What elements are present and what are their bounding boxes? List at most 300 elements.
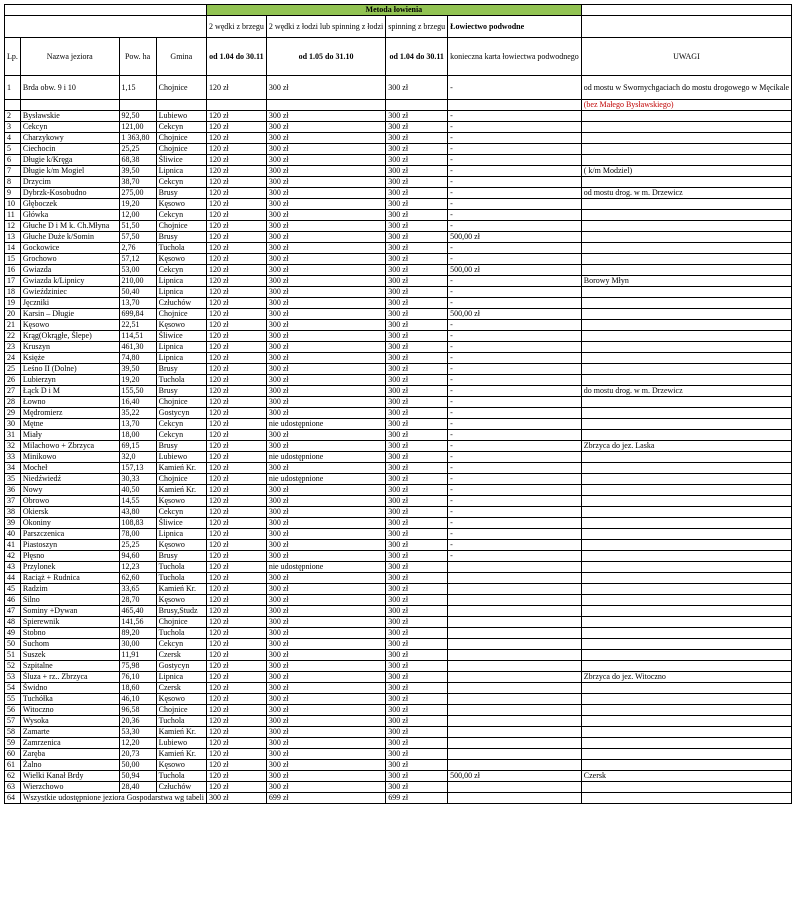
table-row [5, 386, 792, 397]
row-gmina: Kamień Kr. [156, 749, 206, 760]
row-area: 38,70 [119, 177, 156, 188]
row-price-lodz: 300 zł [266, 430, 385, 441]
row-price-spinning: 300 zł [386, 771, 448, 782]
row-price-spinning: 300 zł [386, 738, 448, 749]
row-price-brzeg: 120 zł [206, 111, 266, 122]
row-price-brzeg: 120 zł [206, 529, 266, 540]
row-price-podwodne: - [448, 177, 582, 188]
row-uwagi [581, 760, 791, 771]
row-gmina: Lipnica [156, 353, 206, 364]
row-uwagi [581, 562, 791, 573]
table-row [5, 221, 792, 232]
row-price-spinning: 300 zł [386, 584, 448, 595]
row-area: 25,25 [119, 540, 156, 551]
row-lake-name: Tuchółka [20, 694, 119, 705]
row-price-spinning: 300 zł [386, 474, 448, 485]
row-price-spinning: 300 zł [386, 353, 448, 364]
table-row [5, 199, 792, 210]
row-lp: 42 [5, 551, 21, 562]
row-price-podwodne [448, 100, 582, 111]
table-row [5, 232, 792, 243]
row-price-brzeg: 120 zł [206, 463, 266, 474]
row-gmina: Lipnica [156, 672, 206, 683]
row-area: 62,60 [119, 573, 156, 584]
row-lp: 22 [5, 331, 21, 342]
table-row [5, 265, 792, 276]
row-area: 39,50 [119, 364, 156, 375]
table-row [5, 474, 792, 485]
row-price-brzeg: 120 zł [206, 265, 266, 276]
row-area: 461,30 [119, 342, 156, 353]
row-gmina: Chojnice [156, 705, 206, 716]
row-price-podwodne [448, 760, 582, 771]
row-price-spinning: 300 zł [386, 254, 448, 265]
table-row [5, 540, 792, 551]
row-price-brzeg: 120 zł [206, 166, 266, 177]
row-lake-name: Drzycim [20, 177, 119, 188]
row-price-brzeg: 120 zł [206, 133, 266, 144]
row-lake-name: Stobno [20, 628, 119, 639]
table-row [5, 397, 792, 408]
row-lp: 25 [5, 364, 21, 375]
row-area: 39,50 [119, 166, 156, 177]
row-lake-name: Głęboczek [20, 199, 119, 210]
row-gmina: Brusy [156, 551, 206, 562]
row-gmina: Kęsowo [156, 694, 206, 705]
row-uwagi [581, 364, 791, 375]
row-uwagi: Zbrzyca do jez. Witoczno [581, 672, 791, 683]
table-row [5, 551, 792, 562]
row-area: 1,15 [119, 76, 156, 100]
row-gmina: Lubiewo [156, 738, 206, 749]
row-price-podwodne: - [448, 155, 582, 166]
row-price-podwodne: - [448, 287, 582, 298]
row-price-brzeg: 120 zł [206, 199, 266, 210]
row-price-lodz: 300 zł [266, 782, 385, 793]
table-row [5, 760, 792, 771]
row-price-podwodne [448, 661, 582, 672]
row-price-lodz: 300 zł [266, 441, 385, 452]
row-area: 465,40 [119, 606, 156, 617]
row-price-spinning: 300 zł [386, 177, 448, 188]
row-area: 25,25 [119, 144, 156, 155]
table-row [5, 254, 792, 265]
row-price-podwodne [448, 716, 582, 727]
row-lake-name: Zaręba [20, 749, 119, 760]
row-price-spinning: 300 zł [386, 595, 448, 606]
table-row [5, 441, 792, 452]
row-lake-name: Cekcyn [20, 122, 119, 133]
row-lp: 21 [5, 320, 21, 331]
table-row [5, 320, 792, 331]
row-lp: 52 [5, 661, 21, 672]
row-lake-name: Szpitalne [20, 661, 119, 672]
table-row [5, 133, 792, 144]
row-gmina: Lipnica [156, 287, 206, 298]
table-row [5, 639, 792, 650]
row-price-podwodne: 500,00 zł [448, 309, 582, 320]
row-uwagi [581, 452, 791, 463]
row-lake-name: Mętne [20, 419, 119, 430]
row-price-spinning: 300 zł [386, 397, 448, 408]
row-price-brzeg: 120 zł [206, 496, 266, 507]
row-price-spinning: 300 zł [386, 408, 448, 419]
row-area: 94,60 [119, 551, 156, 562]
row-price-spinning: 300 zł [386, 529, 448, 540]
row-lake-name: Nowy [20, 485, 119, 496]
row-lake-name [20, 100, 119, 111]
row-price-lodz: 300 zł [266, 716, 385, 727]
row-lp: 24 [5, 353, 21, 364]
row-price-lodz: 300 zł [266, 221, 385, 232]
row-lp: 45 [5, 584, 21, 595]
row-gmina: Chojnice [156, 133, 206, 144]
row-lake-name: Przylonek [20, 562, 119, 573]
table-row [5, 155, 792, 166]
row-area: 18,00 [119, 430, 156, 441]
row-lp: 53 [5, 672, 21, 683]
row-price-brzeg: 120 zł [206, 540, 266, 551]
row-gmina: Kęsowo [156, 320, 206, 331]
row-price-podwodne [448, 738, 582, 749]
row-gmina: Śliwice [156, 331, 206, 342]
table-row [5, 243, 792, 254]
row-price-spinning: 300 zł [386, 243, 448, 254]
row-lake-name: Suchom [20, 639, 119, 650]
row-price-spinning: 300 zł [386, 199, 448, 210]
row-price-brzeg: 120 zł [206, 452, 266, 463]
row-lp: 61 [5, 760, 21, 771]
lp-header: Lp. [5, 38, 21, 76]
row-lp: 60 [5, 749, 21, 760]
row-price-podwodne: - [448, 243, 582, 254]
row-uwagi [581, 529, 791, 540]
row-lake-name: Gwieździniec [20, 287, 119, 298]
row-price-lodz: 300 zł [266, 276, 385, 287]
row-price-podwodne [448, 672, 582, 683]
row-price-podwodne [448, 683, 582, 694]
row-price-podwodne: - [448, 166, 582, 177]
row-uwagi [581, 232, 791, 243]
summary-row [5, 793, 792, 804]
row-price-lodz: 300 zł [266, 749, 385, 760]
table-row [5, 617, 792, 628]
row-area: 275,00 [119, 188, 156, 199]
row-gmina: Tuchola [156, 771, 206, 782]
row-lp: 59 [5, 738, 21, 749]
row-uwagi [581, 705, 791, 716]
row-gmina: Tuchola [156, 375, 206, 386]
row-price-spinning: 300 zł [386, 540, 448, 551]
row-price-spinning: 300 zł [386, 133, 448, 144]
row-price-lodz [266, 100, 385, 111]
row-lake-name: Długie k/Kręga [20, 155, 119, 166]
row-gmina: Kamień Kr. [156, 727, 206, 738]
row-lp: 18 [5, 287, 21, 298]
row-uwagi [581, 507, 791, 518]
row-gmina: Tuchola [156, 716, 206, 727]
table-row [5, 408, 792, 419]
row-price-spinning: 300 zł [386, 661, 448, 672]
row-lp: 48 [5, 617, 21, 628]
row-area: 20,36 [119, 716, 156, 727]
row-price-lodz: 300 zł [266, 408, 385, 419]
row-price-brzeg: 120 zł [206, 584, 266, 595]
row-price-podwodne [448, 705, 582, 716]
row-price-lodz: 300 zł [266, 155, 385, 166]
row-price-podwodne: - [448, 254, 582, 265]
row-gmina: Kęsowo [156, 199, 206, 210]
row-price-podwodne: - [448, 397, 582, 408]
summary-p2: 699 zł [266, 793, 385, 804]
row-lake-name: Suszek [20, 650, 119, 661]
row-price-lodz: 300 zł [266, 771, 385, 782]
row-gmina: Chojnice [156, 221, 206, 232]
row-gmina: Tuchola [156, 628, 206, 639]
table-row [5, 309, 792, 320]
row-price-podwodne [448, 782, 582, 793]
row-price-brzeg: 120 zł [206, 397, 266, 408]
row-price-podwodne: - [448, 485, 582, 496]
row-lp: 38 [5, 507, 21, 518]
row-gmina: Cekcyn [156, 122, 206, 133]
row-area: 699,84 [119, 309, 156, 320]
row-price-lodz: 300 zł [266, 639, 385, 650]
row-uwagi [581, 111, 791, 122]
row-price-podwodne [448, 606, 582, 617]
row-uwagi [581, 419, 791, 430]
row-price-podwodne [448, 595, 582, 606]
row-price-lodz: 300 zł [266, 353, 385, 364]
row-price-lodz: 300 zł [266, 298, 385, 309]
row-area: 92,50 [119, 111, 156, 122]
row-price-lodz: 300 zł [266, 551, 385, 562]
row-area: 108,83 [119, 518, 156, 529]
row-lp: 5 [5, 144, 21, 155]
table-row [5, 529, 792, 540]
row-area: 20,73 [119, 749, 156, 760]
row-area: 28,70 [119, 595, 156, 606]
row-price-brzeg: 120 zł [206, 287, 266, 298]
row-price-brzeg: 120 zł [206, 122, 266, 133]
row-price-lodz: 300 zł [266, 573, 385, 584]
row-lp: 30 [5, 419, 21, 430]
row-gmina: Lipnica [156, 276, 206, 287]
col-label-spinning: spinning z brzegu [386, 16, 448, 38]
row-lp: 39 [5, 518, 21, 529]
row-price-podwodne: - [448, 144, 582, 155]
table-row [5, 144, 792, 155]
row-price-brzeg: 120 zł [206, 771, 266, 782]
row-lake-name: Charzykowy [20, 133, 119, 144]
table-row [5, 606, 792, 617]
header-row-3 [5, 38, 792, 76]
col-label-podwodne: Łowiectwo podwodne [448, 16, 582, 38]
row-price-podwodne [448, 694, 582, 705]
row-lp: 13 [5, 232, 21, 243]
row-lp: 17 [5, 276, 21, 287]
row-area: 13,70 [119, 298, 156, 309]
row-lake-name: Ciechocin [20, 144, 119, 155]
row-lp: 14 [5, 243, 21, 254]
row-uwagi [581, 474, 791, 485]
row-price-brzeg: 120 zł [206, 485, 266, 496]
row-price-podwodne: - [448, 76, 582, 100]
row-area: 57,50 [119, 232, 156, 243]
col-label-lodz: 2 wędki z łodzi lub spinning z łodzi [266, 16, 385, 38]
row-lake-name: Księże [20, 353, 119, 364]
row-uwagi [581, 265, 791, 276]
row-lp: 33 [5, 452, 21, 463]
row-price-podwodne: - [448, 221, 582, 232]
row-uwagi [581, 375, 791, 386]
row-price-brzeg: 120 zł [206, 375, 266, 386]
row-lp: 8 [5, 177, 21, 188]
row-lake-name: Milachowo + Zbrzyca [20, 441, 119, 452]
row-area: 51,50 [119, 221, 156, 232]
row-price-spinning: 300 zł [386, 221, 448, 232]
row-price-brzeg: 120 zł [206, 309, 266, 320]
row-area: 68,38 [119, 155, 156, 166]
row-lp: 56 [5, 705, 21, 716]
row-price-lodz: 300 zł [266, 617, 385, 628]
row-lake-name: Gwiazda [20, 265, 119, 276]
row-uwagi [581, 408, 791, 419]
row-lp: 23 [5, 342, 21, 353]
row-lp: 49 [5, 628, 21, 639]
row-price-lodz: 300 zł [266, 705, 385, 716]
row-lake-name: Główka [20, 210, 119, 221]
row-lake-name: Śluza + rz.. Zbrzyca [20, 672, 119, 683]
row-gmina: Cekcyn [156, 507, 206, 518]
row-lake-name: Łowno [20, 397, 119, 408]
row-price-brzeg: 120 zł [206, 364, 266, 375]
row-area: 57,12 [119, 254, 156, 265]
row-price-brzeg: 120 zł [206, 782, 266, 793]
row-uwagi [581, 573, 791, 584]
row-lp: 32 [5, 441, 21, 452]
row-gmina: Lipnica [156, 342, 206, 353]
row-lp: 7 [5, 166, 21, 177]
row-price-spinning: 300 zł [386, 672, 448, 683]
row-uwagi [581, 639, 791, 650]
row-area: 210,00 [119, 276, 156, 287]
row-price-brzeg: 120 zł [206, 661, 266, 672]
row-gmina: Cekcyn [156, 265, 206, 276]
row-price-spinning: 300 zł [386, 430, 448, 441]
row-uwagi [581, 133, 791, 144]
row-lp: 36 [5, 485, 21, 496]
row-gmina: Tuchola [156, 573, 206, 584]
row-lake-name: Wierzchowo [20, 782, 119, 793]
row-lp: 44 [5, 573, 21, 584]
row-price-podwodne: - [448, 342, 582, 353]
row-price-podwodne: - [448, 529, 582, 540]
row-uwagi [581, 485, 791, 496]
row-lake-name: Sominy +Dywan [20, 606, 119, 617]
row-gmina: Lubiewo [156, 111, 206, 122]
row-price-spinning: 300 zł [386, 716, 448, 727]
row-price-brzeg: 120 zł [206, 749, 266, 760]
row-price-podwodne: - [448, 353, 582, 364]
row-uwagi [581, 199, 791, 210]
row-lake-name: Parszczenica [20, 529, 119, 540]
row-price-spinning: 300 zł [386, 617, 448, 628]
row-price-lodz: 300 zł [266, 177, 385, 188]
row-area: 1 363,80 [119, 133, 156, 144]
row-lp: 12 [5, 221, 21, 232]
row-lp: 34 [5, 463, 21, 474]
row-lake-name: Radzim [20, 584, 119, 595]
row-price-lodz: 300 zł [266, 320, 385, 331]
row-lake-name: Zamrzenica [20, 738, 119, 749]
header-blank [5, 5, 207, 16]
row-area: 30,00 [119, 639, 156, 650]
row-gmina: Brusy [156, 364, 206, 375]
row-price-podwodne: - [448, 276, 582, 287]
row-lake-name: Gwiazda k/Lipnicy [20, 276, 119, 287]
table-row [5, 287, 792, 298]
row-gmina: Czersk [156, 683, 206, 694]
table-row [5, 749, 792, 760]
row-uwagi [581, 210, 791, 221]
row-price-podwodne: - [448, 463, 582, 474]
row-uwagi [581, 309, 791, 320]
row-price-lodz: 300 zł [266, 188, 385, 199]
row-price-brzeg: 120 zł [206, 595, 266, 606]
row-price-spinning: 300 zł [386, 309, 448, 320]
row-gmina: Chojnice [156, 144, 206, 155]
row-area: 46,10 [119, 694, 156, 705]
row-price-lodz: 300 zł [266, 166, 385, 177]
table-row [5, 672, 792, 683]
row-area: 16,40 [119, 397, 156, 408]
row-price-podwodne [448, 617, 582, 628]
row-price-podwodne [448, 650, 582, 661]
table-row [5, 782, 792, 793]
row-lake-name: Zamarte [20, 727, 119, 738]
row-area: 14,55 [119, 496, 156, 507]
row-price-brzeg: 120 zł [206, 430, 266, 441]
row-lp: 40 [5, 529, 21, 540]
table-row [5, 573, 792, 584]
row-uwagi: Czersk [581, 771, 791, 782]
row-price-lodz: 300 zł [266, 254, 385, 265]
row-gmina: Tuchola [156, 562, 206, 573]
row-price-spinning: 300 zł [386, 463, 448, 474]
row-lake-name: Grochowo [20, 254, 119, 265]
row-lake-name: Wielki Kanał Brdy [20, 771, 119, 782]
row-lp: 16 [5, 265, 21, 276]
row-area: 141,56 [119, 617, 156, 628]
row-price-spinning: 300 zł [386, 452, 448, 463]
row-price-spinning: 300 zł [386, 518, 448, 529]
row-uwagi: Borowy Młyn [581, 276, 791, 287]
row-price-podwodne: 500,00 zł [448, 771, 582, 782]
row-price-brzeg: 120 zł [206, 386, 266, 397]
row-price-podwodne: 500,00 zł [448, 232, 582, 243]
row-lake-name: Łąck D i M [20, 386, 119, 397]
row-area: 50,00 [119, 760, 156, 771]
row-gmina: Cekcyn [156, 210, 206, 221]
row-lake-name: Krąg(Okrągłe, Ślepe) [20, 331, 119, 342]
row-price-lodz: 300 zł [266, 232, 385, 243]
row-uwagi [581, 606, 791, 617]
row-gmina: Człuchów [156, 782, 206, 793]
row-price-podwodne: - [448, 320, 582, 331]
row-area: 19,20 [119, 375, 156, 386]
row-lake-name: Witoczno [20, 705, 119, 716]
